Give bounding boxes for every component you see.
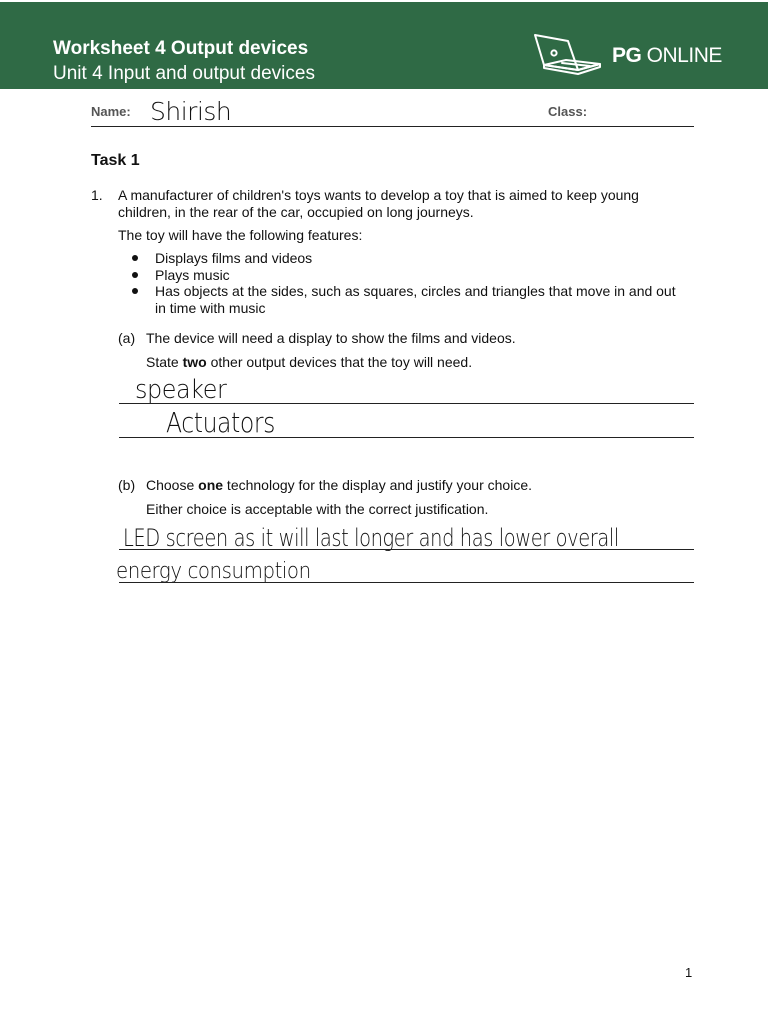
answer-a-2[interactable]: Actuators	[166, 406, 275, 439]
part-a-instruction: State two other output devices that the toy will need.	[146, 354, 473, 370]
answer-line	[119, 549, 694, 550]
pg-online-logo	[532, 32, 732, 80]
answer-line	[119, 582, 694, 583]
answer-line	[119, 437, 694, 438]
worksheet-title: Worksheet 4 Output devices	[53, 38, 309, 59]
task-heading: Task 1	[91, 152, 140, 169]
part-b-text: Choose one technology for the display and justify your choice.	[146, 477, 532, 493]
class-label: Class:	[548, 104, 588, 119]
answer-b-1[interactable]: LED screen as it will last longer and has lower overall	[123, 524, 619, 552]
feature-item: Plays music	[130, 267, 690, 284]
name-class-rule	[91, 126, 694, 127]
part-a-text: The device will need a display to show the films and videos.	[146, 330, 516, 346]
question-number: 1.	[91, 187, 103, 203]
answer-a-1[interactable]: speaker	[135, 375, 227, 405]
part-b-label: (b)	[118, 477, 136, 493]
name-label: Name:	[91, 104, 131, 119]
answer-b-2[interactable]: energy consumption	[116, 559, 311, 584]
feature-item: Displays films and videos	[130, 250, 690, 267]
header-banner	[0, 2, 768, 89]
features-intro: The toy will have the following features:	[118, 227, 363, 243]
feature-item: Has objects at the sides, such as squares, circles and triangles that move in and out in time with music	[130, 283, 690, 316]
features-list	[130, 250, 690, 316]
unit-subtitle: Unit 4 Input and output devices	[53, 63, 315, 84]
part-a-label: (a)	[118, 330, 136, 346]
brand-name: PG ONLINE	[612, 44, 722, 67]
name-handwritten[interactable]: Shirish	[150, 97, 232, 126]
laptop-icon	[532, 32, 604, 80]
answer-line	[119, 403, 694, 404]
question-intro: A manufacturer of children's toys wants to develop a toy that is aimed to keep young children, in the rear of the car, occupied on long journeys.	[118, 187, 639, 220]
part-b-note: Either choice is acceptable with the correct justification.	[146, 501, 489, 517]
page-number: 1	[685, 965, 693, 980]
